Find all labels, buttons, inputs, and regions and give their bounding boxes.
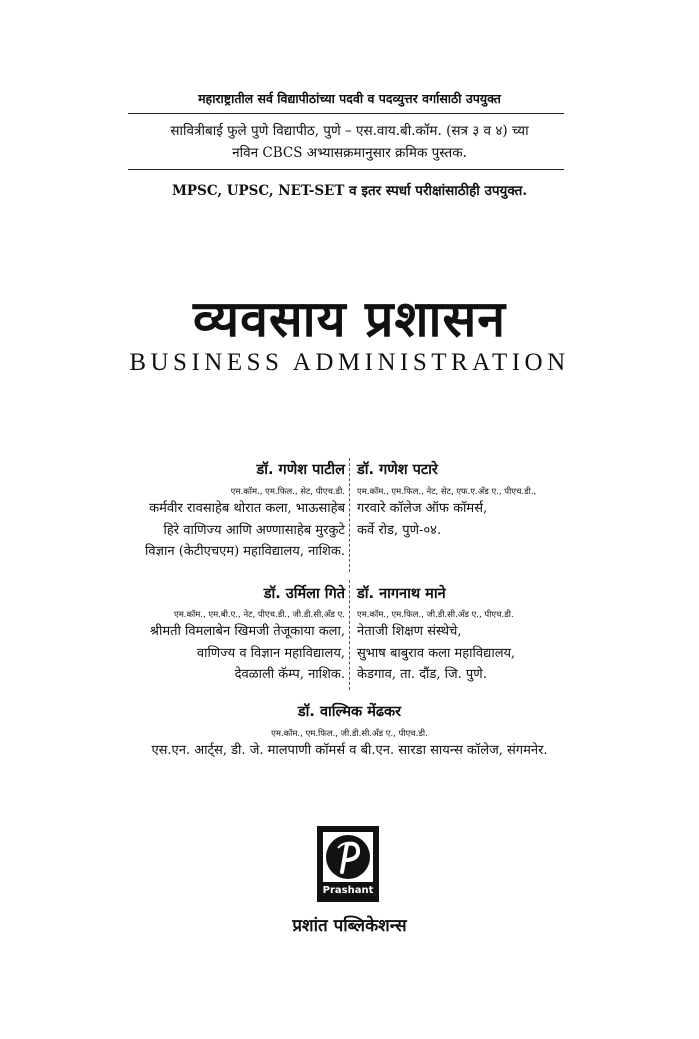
publisher-name: प्रशांत पब्लिकेशन्स xyxy=(292,916,407,936)
author-address-line: वाणिज्य व विज्ञान महाविद्यालय, xyxy=(196,645,345,661)
author-qualification: एम.कॉम., एम.फिल., जी.डी.सी.अँड ए., पीएच.डी. xyxy=(357,610,514,620)
author-address-line: कर्मवीर रावसाहेब थोरात कला, भाऊसाहेब xyxy=(149,501,345,516)
author-address-line: कर्वे रोड, पुणे-०४. xyxy=(357,522,442,538)
author-address-line: गरवारे कॉलेज ऑफ कॉमर्स, xyxy=(357,501,488,516)
author-qualification: एम.कॉम., एम.फिल., जी.डी.सी.अँड ए., पीएच.डी. xyxy=(271,729,428,739)
divider-top xyxy=(128,113,564,114)
author-address-line: सुभाष बाबुराव कला महाविद्यालय, xyxy=(357,645,516,661)
author-block-mane xyxy=(357,583,515,686)
author-qualification: एम.कॉम., एम.फिल., नेट, सेट, एफ.ए.अँड ए., पीएच.डी., xyxy=(357,487,537,497)
publisher-logo-text: Prashant xyxy=(322,885,374,896)
header-line-2: सावित्रीबाई फुले पुणे विद्यापीठ, पुणे – एस.वाय.बी.कॉम. (सत्र ३ व ४) च्या xyxy=(170,123,529,139)
author-name: डॉ. गणेश पाटील xyxy=(256,462,345,478)
author-address-line: एस.एन. आर्ट्स, डी. जे. मालपाणी कॉमर्स व बी.एन. सारडा सायन्स कॉलेज, संगमनेर. xyxy=(151,743,548,758)
author-block-gite xyxy=(150,583,345,686)
author-name: डॉ. गणेश पटारे xyxy=(357,462,438,478)
author-separator-top xyxy=(349,458,350,572)
author-address-line: विज्ञान (केटीएचएम) महाविद्यालय, नाशिक. xyxy=(145,544,345,559)
header-line-1: महाराष्ट्रातील सर्व विद्यापीठांच्या पदवी व पदव्युत्तर वर्गासाठी उपयुक्त xyxy=(198,91,501,106)
prashant-p-icon xyxy=(323,832,373,882)
header-line-3: नविन CBCS अभ्यासक्रमानुसार क्रमिक पुस्तक. xyxy=(232,145,467,161)
author-name: डॉ. नागनाथ माने xyxy=(357,586,446,602)
author-address-line: नेताजी शिक्षण संस्थेचे, xyxy=(357,624,462,639)
author-qualification: एम.कॉम., एम.फिल., सेट, पीएच.डी. xyxy=(230,487,345,497)
title-marathi: व्यवसाय प्रशासन xyxy=(192,290,506,348)
author-address-line: श्रीमती विमलाबेन खिमजी तेजूकाया कला, xyxy=(149,624,345,639)
author-separator-bottom xyxy=(349,580,350,690)
author-name: डॉ. वाल्मिक मेंढकर xyxy=(297,704,402,720)
publisher-logo xyxy=(317,826,379,902)
author-block-patil xyxy=(145,459,345,563)
author-qualification: एम.कॉम., एम.बी.ए., नेट, पीएच.डी., जी.डी.सी.अँड ए. xyxy=(174,610,345,620)
author-address-line: देवळाली कॅम्प, नाशिक. xyxy=(234,667,345,682)
title-english: BUSINESS ADMINISTRATION xyxy=(129,349,570,376)
author-block-patare xyxy=(357,459,536,541)
divider-bottom xyxy=(128,169,564,170)
author-address-line: हिरे वाणिज्य आणि अण्णासाहेब मुरकुटे xyxy=(163,522,345,538)
author-name: डॉ. उर्मिला गिते xyxy=(263,586,345,602)
header-line-4: MPSC, UPSC, NET-SET व इतर स्पर्धा परीक्षांसाठीही उपयुक्त. xyxy=(171,183,528,199)
author-address-line: केडगाव, ता. दौंड, जि. पुणे. xyxy=(357,667,487,682)
author-block-mendhakar xyxy=(0,701,699,762)
